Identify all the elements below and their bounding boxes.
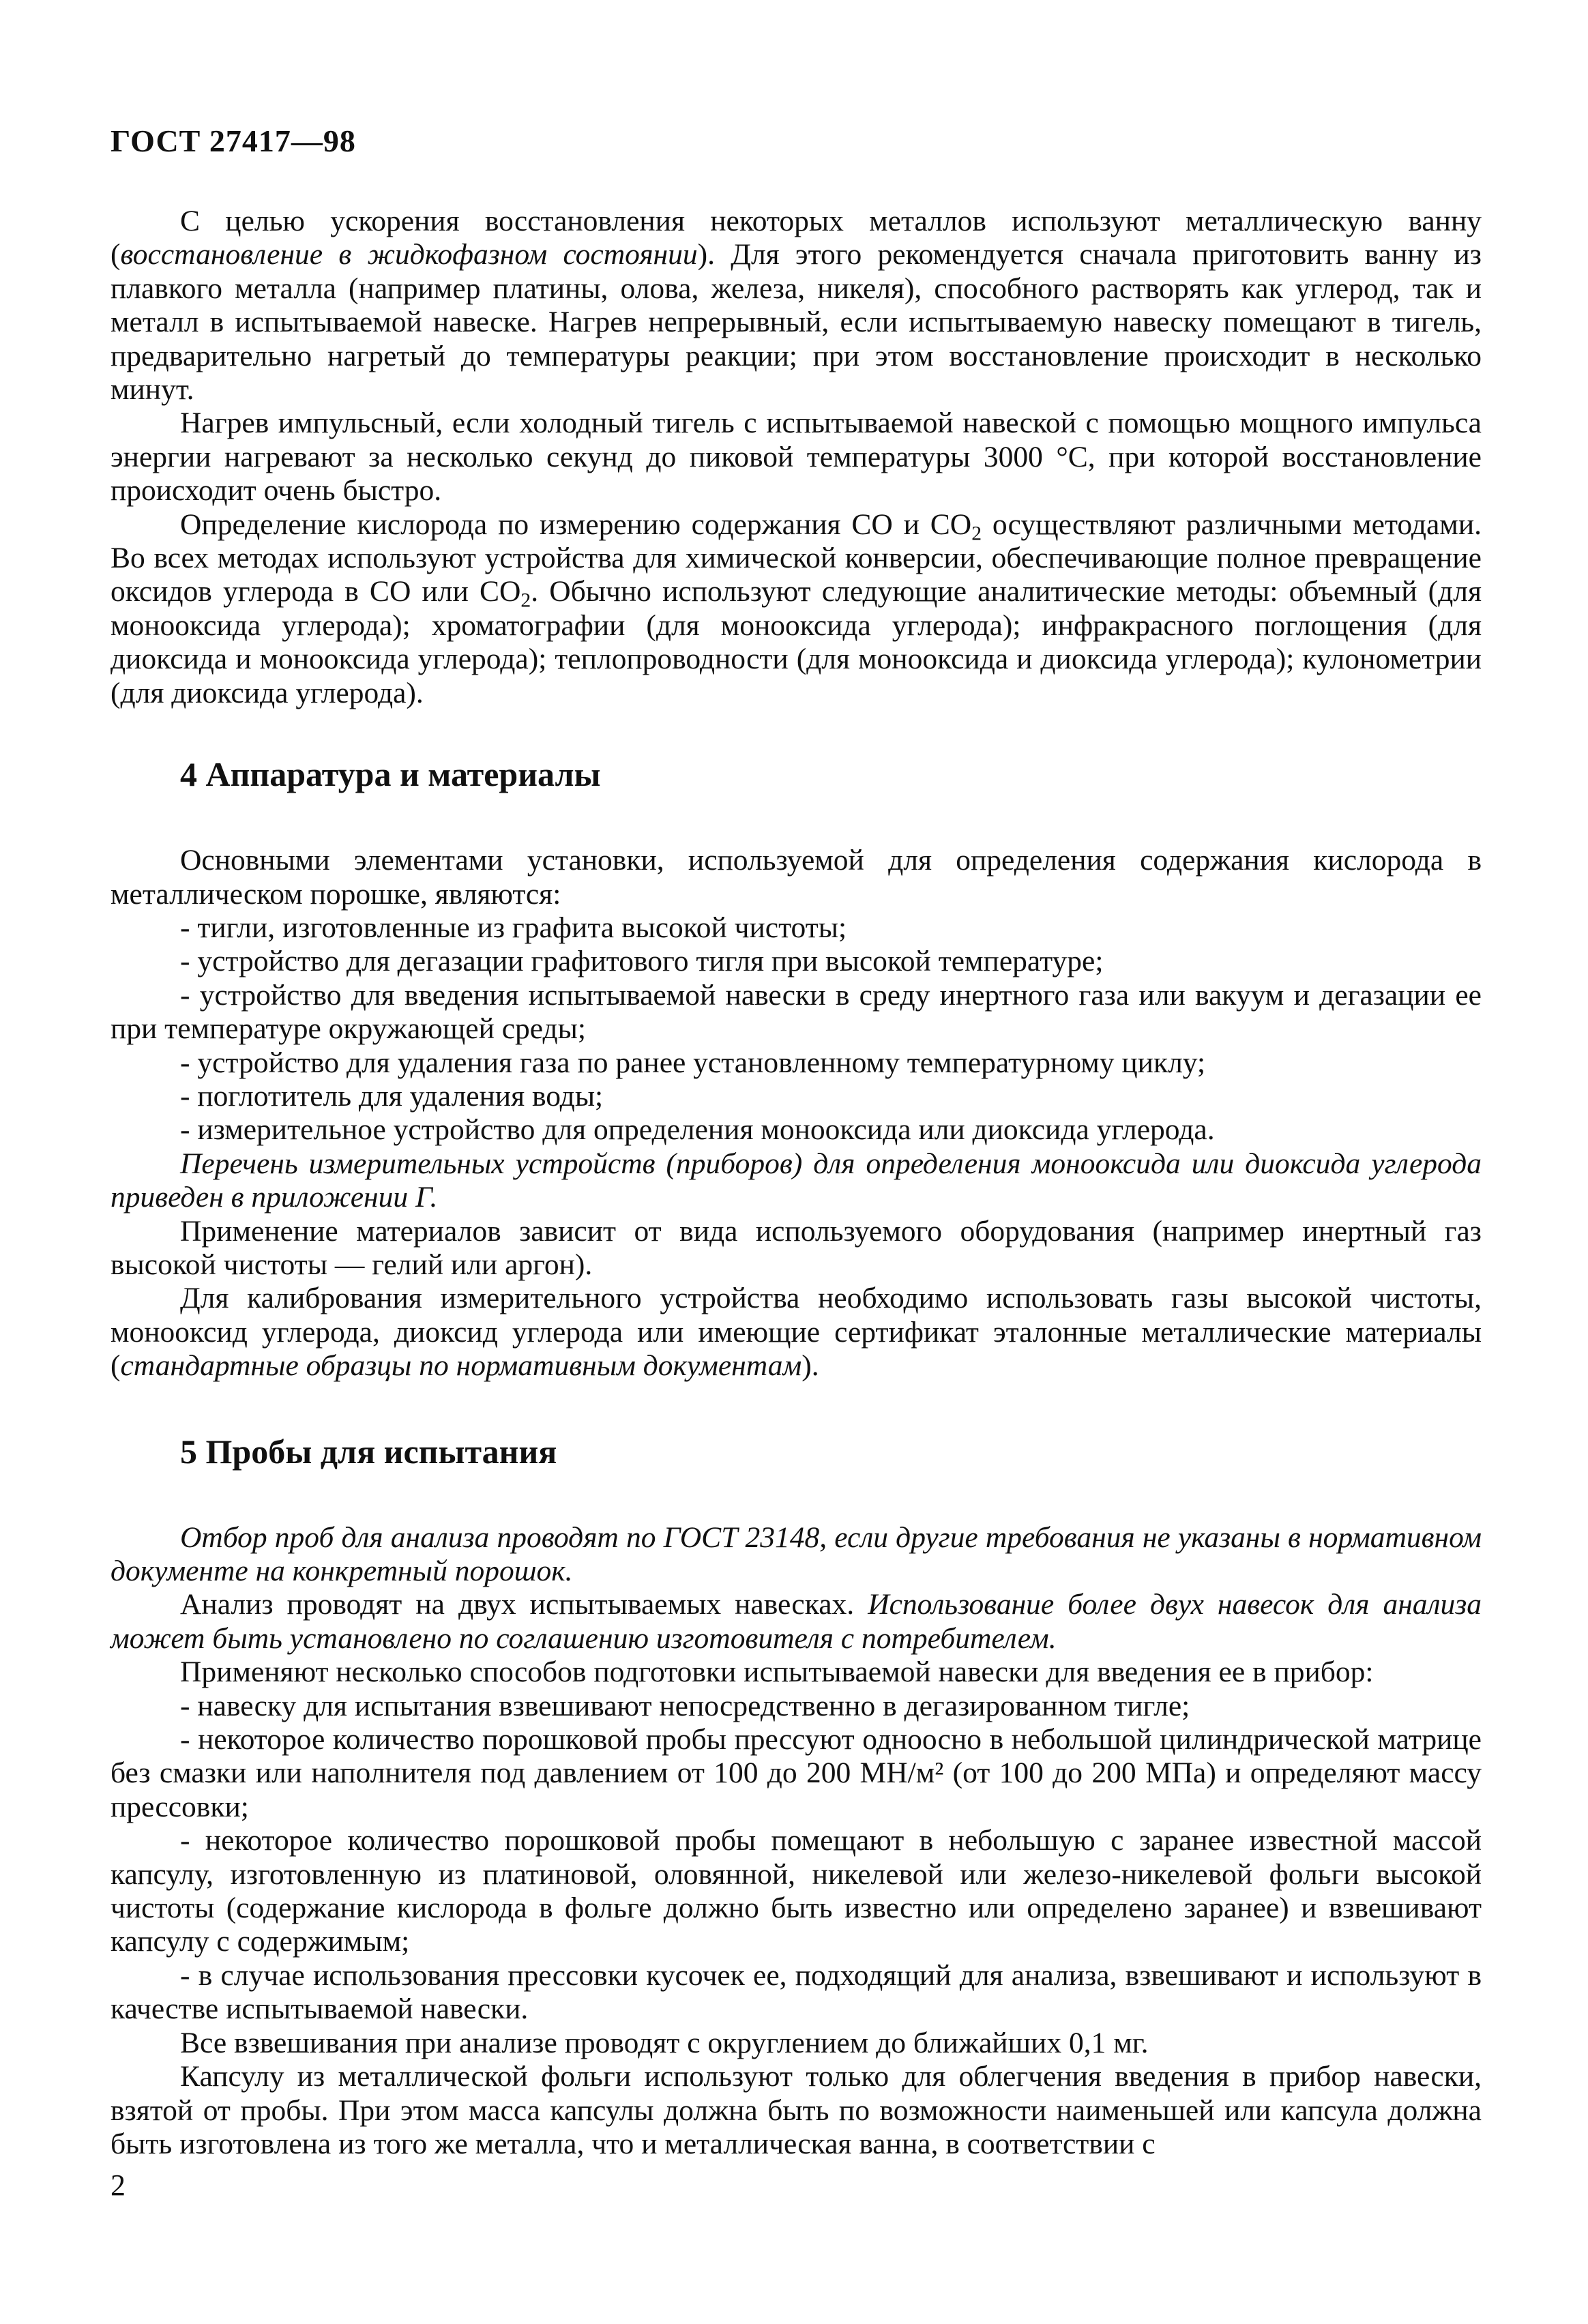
paragraph-sampling: Отбор проб для анализа проводят по ГОСТ 23148, если другие требования не указаны в нормативном документе на конкретный порошок. — [111, 1520, 1482, 1587]
paragraph-two-samples — [111, 1588, 1482, 1656]
text-run: Анализ проводят на двух испытываемых навесках. — [180, 1588, 868, 1621]
text-run: С целью ускорения восстановления некоторых металлов используют металлическую ванну ( — [111, 205, 1482, 271]
paragraph-calibration — [111, 1282, 1482, 1383]
paragraph-metal-bath — [111, 205, 1482, 407]
document-header: ГОСТ 27417—98 — [111, 123, 356, 158]
paragraph-capsule: Капсулу из металлической фольги используют только для облегчения введения в прибор навески, взятой от пробы. При этом масса капсулы должна быть по возможности наименьшей или капсула должна быть изготовлена из того же металла, что и металлическая ванна, в соответствии с — [111, 2060, 1482, 2160]
paragraph-materials: Применение материалов зависит от вида используемого оборудования (например инертный газ высокой чистоты — гелий или аргон). — [111, 1214, 1482, 1281]
text-run: ). — [802, 1349, 819, 1383]
page-number: 2 — [111, 2168, 126, 2202]
text-run: Для калибрования измерительного устройства необходимо использовать газы высокой чистоты, монооксид углерода, диоксид углерода или имеющие сертификат эталонные металлические материалы ( — [111, 1282, 1482, 1383]
section-heading-5: 5 Пробы для испытания — [180, 1432, 557, 1471]
list-item: - некоторое количество порошковой пробы прессуют одноосно в небольшой цилиндрической матрице без смазки или наполнителя под давлением от 100 до 200 МН/м² (от 100 до 200 МПа) и определяют массу прессовки; — [111, 1723, 1482, 1823]
list-item: - измерительное устройство для определения монооксида или диоксида углерода. — [180, 1113, 1215, 1147]
list-item: - некоторое количество порошковой пробы помещают в небольшую с заранее известной массой капсулу, изготовленную из платиновой, оловянной, никелевой или железо-никелевой фольги высокой чистоты (содержание кислорода в фольге должно быть известно или определено заранее) и взвешивают капсулу с содержимым; — [111, 1824, 1482, 1958]
list-item: - в случае использования прессовки кусочек ее, подходящий для анализа, взвешивают и используют в качестве испытываемой навески. — [111, 1958, 1482, 2026]
text-run: . Обычно используют следующие аналитические методы: объемный (для монооксида углерода); хроматографии (для монооксида углерода); инфракрасного поглощения (для диоксида и монооксида углерода); теплопроводности (для монооксида и диоксида углерода); кулонометрии (для диоксида углерода). — [111, 575, 1482, 709]
italic-run: восстановление в жидкофазном состоянии — [120, 238, 698, 271]
paragraph-oxygen-methods — [111, 508, 1482, 710]
italic-run: стандартные образцы по нормативным документам — [120, 1349, 802, 1383]
list-item: - поглотитель для удаления воды; — [180, 1079, 604, 1113]
list-item: - устройство для введения испытываемой навески в среду инертного газа или вакуум и дегазации ее при температуре окружающей среды; — [111, 978, 1482, 1046]
italic-run: Использование более двух навесок для анализа может быть установлено по соглашению изготовителя с потребителем. — [111, 1588, 1482, 1655]
list-item: - навеску для испытания взвешивают непосредственно в дегазированном тигле; — [180, 1689, 1190, 1722]
subscript: 2 — [971, 522, 982, 544]
paragraph-weighing: Все взвешивания при анализе проводят с округлением до ближайших 0,1 мг. — [180, 2026, 1149, 2059]
paragraph-appendix-note: Перечень измерительных устройств (приборов) для определения монооксида или диоксида углерода приведен в приложении Г. — [111, 1147, 1482, 1214]
section-heading-4: 4 Аппаратура и материалы — [180, 755, 601, 794]
subscript: 2 — [520, 589, 531, 612]
document-body — [111, 205, 1482, 2161]
text-run: Определение кислорода по измерению содержания СО и СО — [180, 508, 972, 541]
paragraph-apparatus-intro: Основными элементами установки, используемой для определения содержания кислорода в металлическом порошке, являются: — [111, 844, 1482, 911]
list-item: - тигли, изготовленные из графита высокой чистоты; — [180, 911, 847, 944]
paragraph-preparation-methods: Применяют несколько способов подготовки испытываемой навески для введения ее в прибор: — [180, 1656, 1374, 1689]
paragraph-pulse-heating: Нагрев импульсный, если холодный тигель с испытываемой навеской с помощью мощного импульса энергии нагревают за несколько секунд до пиковой температуры 3000 °С, при которой восстановление происходит очень быстро. — [111, 407, 1482, 508]
list-item: - устройство для удаления газа по ранее установленному температурному циклу; — [180, 1046, 1206, 1079]
list-item: - устройство для дегазации графитового тигля при высокой температуре; — [180, 945, 1104, 978]
text-run: осуществляют различными методами. Во всех методах используют устройства для химической конверсии, обеспечивающие полное превращение оксидов углерода в СО или СО — [111, 508, 1482, 608]
text-run: ). Для этого рекомендуется сначала приготовить ванну из плавкого металла (например платины, олова, железа, никеля), способного растворять как углерод, так и металл в испытываемой навеске. Нагрев непрерывный, если испытываемую навеску помещают в тигель, предварительно нагретый до температуры реакции; при этом восстановление происходит в несколько минут. — [111, 238, 1482, 407]
